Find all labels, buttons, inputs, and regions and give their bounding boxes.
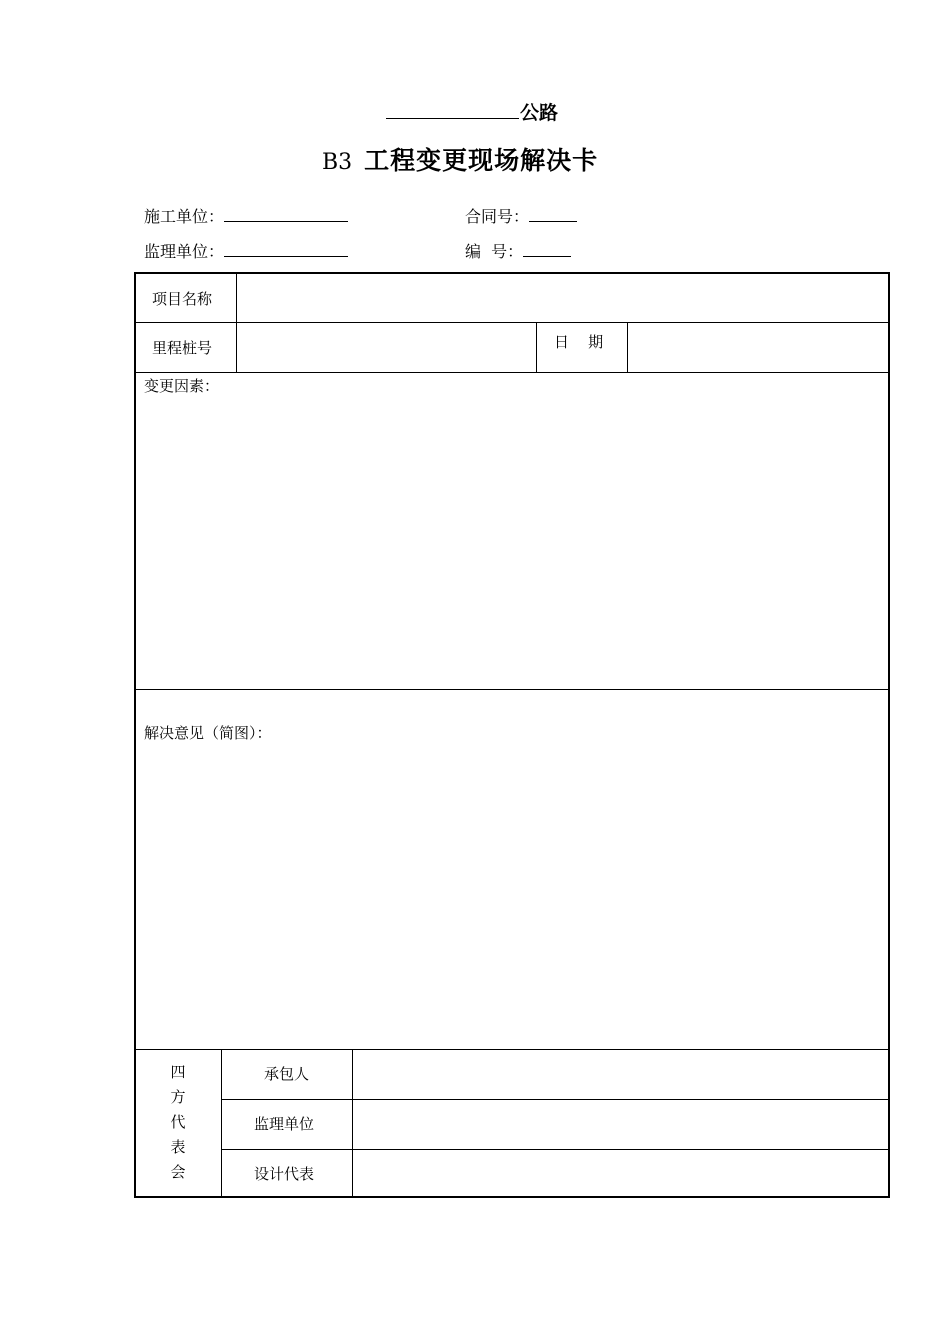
change-factors-area[interactable] xyxy=(136,398,888,688)
number-label: 编 号： xyxy=(465,242,524,261)
contractor-blank[interactable] xyxy=(224,203,348,222)
row-divider xyxy=(136,689,888,690)
road-name-line xyxy=(386,98,558,126)
supervisor-label: 监理单位： xyxy=(144,242,225,261)
row-divider xyxy=(136,372,888,373)
four-party-char: 表 xyxy=(170,1138,186,1156)
contractor-row-label: 承包人 xyxy=(264,1065,310,1083)
four-party-char: 方 xyxy=(170,1088,186,1106)
form-title: 工程变更现场解决卡 xyxy=(364,146,599,175)
supervisor-blank[interactable] xyxy=(224,238,348,257)
number-blank[interactable] xyxy=(523,238,571,257)
four-party-char: 代 xyxy=(170,1113,186,1131)
col-divider xyxy=(536,322,537,372)
mileage-label: 里程桩号 xyxy=(152,339,213,357)
contractor-field xyxy=(144,203,348,228)
four-party-char: 会 xyxy=(170,1163,186,1181)
contract-no-blank[interactable] xyxy=(529,203,577,222)
number-field xyxy=(465,238,571,263)
project-name-label: 项目名称 xyxy=(152,290,213,308)
resolution-label: 解决意见（简图）： xyxy=(144,724,272,742)
page-title xyxy=(322,144,598,181)
four-party-char: 四 xyxy=(170,1063,186,1081)
resolution-area[interactable] xyxy=(136,746,888,1048)
contractor-label: 施工单位： xyxy=(144,207,225,226)
change-factors-label: 变更因素： xyxy=(144,377,220,395)
contractor-signature-input[interactable] xyxy=(353,1050,888,1099)
date-input[interactable] xyxy=(628,323,888,372)
change-card-table xyxy=(134,272,890,1198)
contract-no-label: 合同号： xyxy=(465,207,530,226)
design-rep-signature-input[interactable] xyxy=(353,1150,888,1198)
supervisor-field xyxy=(144,238,348,263)
date-label: 日 期 xyxy=(554,333,604,351)
supervisor-row-label: 监理单位 xyxy=(254,1115,315,1133)
supervisor-signature-input[interactable] xyxy=(353,1100,888,1149)
four-party-label xyxy=(168,1060,188,1185)
project-name-input[interactable] xyxy=(237,274,888,322)
contract-no-field xyxy=(465,203,577,228)
col-divider xyxy=(221,1049,222,1198)
road-name-blank[interactable] xyxy=(386,98,519,119)
mileage-input[interactable] xyxy=(237,323,536,372)
form-code: B3 xyxy=(322,150,353,175)
design-rep-row-label: 设计代表 xyxy=(254,1165,315,1183)
road-suffix: 公路 xyxy=(520,102,559,124)
